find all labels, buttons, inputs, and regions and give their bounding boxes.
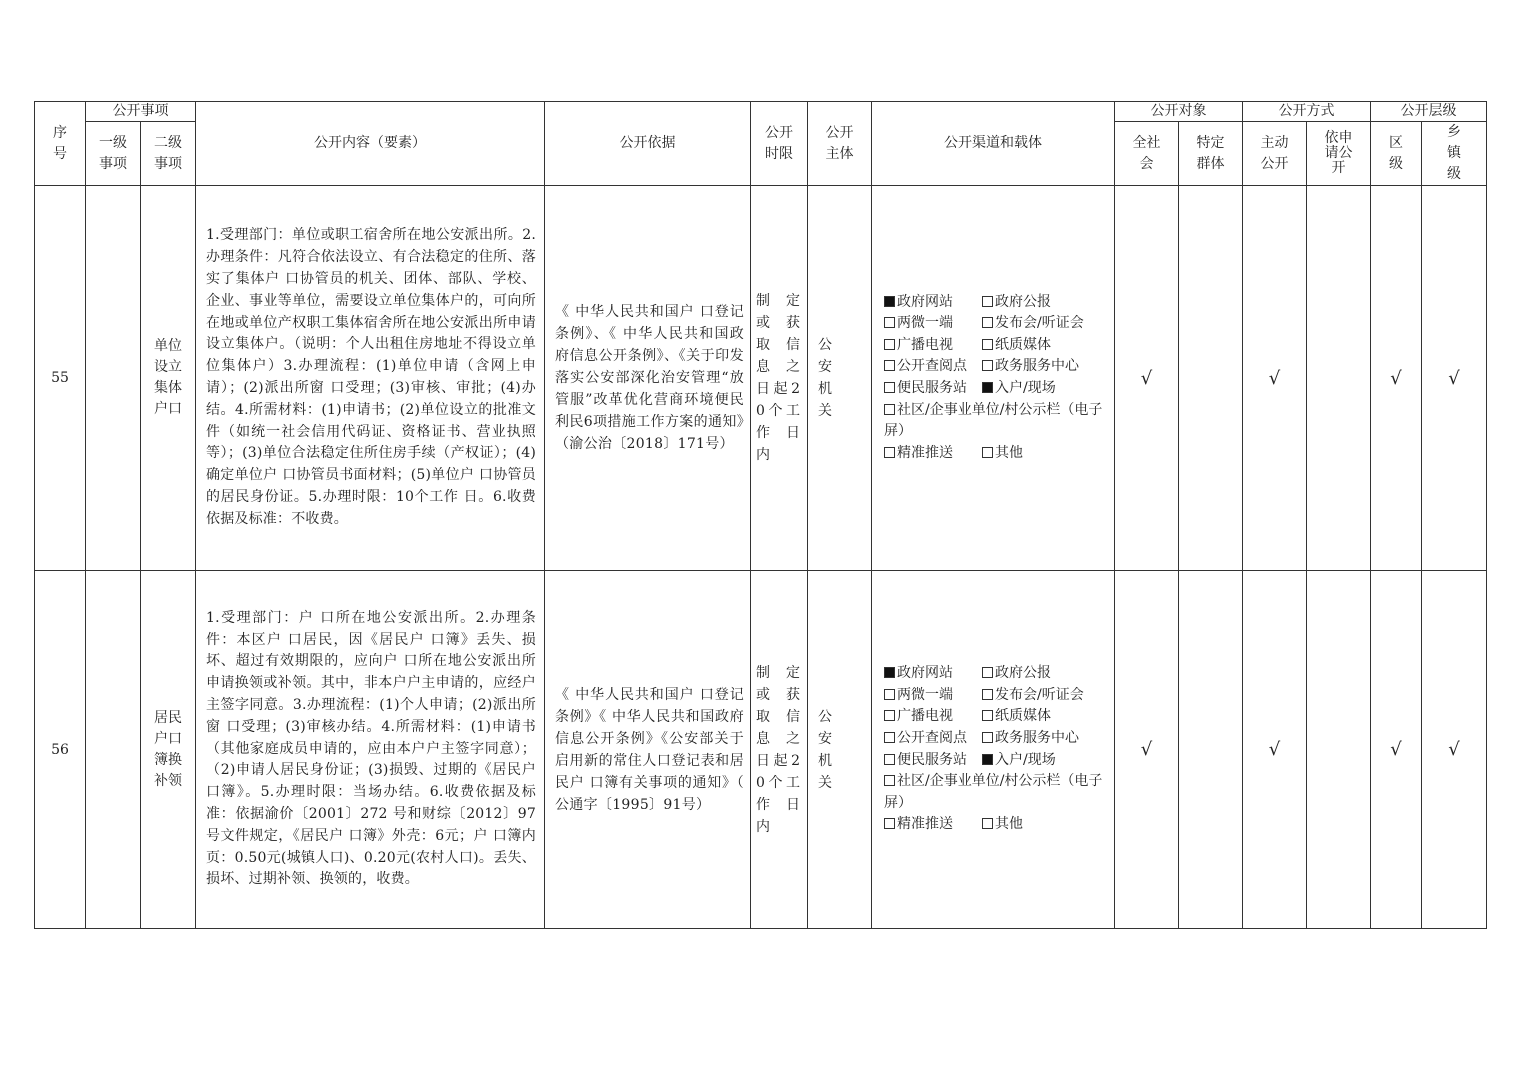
row-active: √: [1243, 571, 1307, 929]
unchecked-box-icon: [884, 732, 895, 743]
channel-label: 政府公报: [995, 665, 1051, 682]
row-channels: [872, 186, 1115, 571]
header-level1: 一级事项: [86, 122, 141, 186]
channel-label: 广播电视: [897, 708, 953, 725]
row-level1: [86, 571, 141, 929]
channel-label: 入户/现场: [995, 380, 1056, 396]
row-level2: 单位设立集体户口: [141, 186, 196, 571]
channel-label: 社区/企事业单位/村公示栏（电子屏）: [884, 773, 1103, 811]
header-target-group: 公开对象: [1115, 102, 1243, 122]
header-seq: 序号: [35, 102, 86, 186]
channel-label: 精准推送: [897, 444, 953, 461]
header-active: 主动公开: [1243, 122, 1307, 186]
row-specific-group: [1179, 571, 1243, 929]
header-level-group: 公开层级: [1371, 102, 1487, 122]
header-time-limit: 公开时限: [751, 102, 808, 186]
unchecked-box-icon: [982, 689, 993, 700]
row-on-request: [1307, 571, 1371, 929]
unchecked-box-icon: [884, 360, 895, 371]
row-content: 1.受理部门：单位或职工宿舍所在地公安派出所。2.办理条件：凡符合依法设立、有合法稳定的住所、落实了集体户 口协管员的机关、团体、部队、学校、企业、事业等单位，需要设立单位集体户的，可向所在地或单位产权职工集体宿舍所在地公安派出所申请设立集体户。（说明：个人出租住房地址不得设立单位集体户）3.办理流程：(1)单位申请（含网上申请）；(2)派出所窗 口受理；(3)审核、审批；(4)办结。4.所需材料：(1)申请书；(2)单位设立的批准文件（如统一社会信用代码证、资格证书、营业执照等）；(3)单位合法稳定住所住房手续（产权证）；(4)确定单位户 口协管员书面材料；(5)单位户 口协管员的居民身份证。5.办理时限：10个工作 日。6.收费依据及标准：不收费。: [196, 186, 545, 571]
checked-box-icon: [982, 382, 993, 393]
unchecked-box-icon: [982, 339, 993, 350]
header-channels: 公开渠道和载体: [872, 102, 1115, 186]
unchecked-box-icon: [884, 689, 895, 700]
channel-label: 两微一端: [897, 315, 953, 332]
unchecked-box-icon: [982, 296, 993, 307]
unchecked-box-icon: [884, 339, 895, 350]
unchecked-box-icon: [884, 818, 895, 829]
row-on-request: [1307, 186, 1371, 571]
unchecked-box-icon: [982, 360, 993, 371]
table-row: [35, 571, 1487, 929]
checked-box-icon: [982, 754, 993, 765]
channel-label: 发布会/听证会: [995, 315, 1084, 332]
checked-box-icon: [884, 667, 895, 678]
channel-label: 公开查阅点: [897, 729, 967, 746]
row-basis: 《 中华人民共和国户 口登记条例》《 中华人民共和国政府信息公开条例》《公安部关于启用新的常住人口登记表和居民户 口簿有关事项的通知》（ 公通字〔1995〕91号）: [545, 571, 751, 929]
row-basis: 《 中华人民共和国户 口登记条例》、《 中华人民共和国政府信息公开条例》、《关于印发落实公安部深化治安管理“放管服”改革优化营商环境便民利民6项措施工作方案的通知》（渝公治〔2018〕171号）: [545, 186, 751, 571]
row-subject: 公安机关: [808, 186, 872, 571]
row-all-society: √: [1115, 186, 1179, 571]
row-specific-group: [1179, 186, 1243, 571]
channel-label: 其他: [995, 816, 1023, 833]
disclosure-table: [34, 101, 1487, 929]
row-time-limit: 制定或获取信息之日起20个工作日内: [751, 571, 808, 929]
unchecked-box-icon: [884, 317, 895, 328]
header-row-1: [35, 102, 1487, 122]
row-level2: 居民户口簿换补领: [141, 571, 196, 929]
unchecked-box-icon: [982, 317, 993, 328]
row-township: √: [1422, 186, 1487, 571]
channel-label: 精准推送: [897, 816, 953, 833]
header-district: 区级: [1371, 122, 1422, 186]
row-district: √: [1371, 571, 1422, 929]
unchecked-box-icon: [982, 667, 993, 678]
unchecked-box-icon: [884, 775, 895, 786]
header-subject: 公开主体: [808, 102, 872, 186]
channel-label: 纸质媒体: [995, 708, 1051, 725]
channel-label: 便民服务站: [897, 751, 967, 768]
header-items-group: 公开事项: [86, 102, 196, 122]
unchecked-box-icon: [982, 447, 993, 458]
header-level2: 二级事项: [141, 122, 196, 186]
unchecked-box-icon: [884, 710, 895, 721]
unchecked-box-icon: [884, 447, 895, 458]
header-all-society: 全社会: [1115, 122, 1179, 186]
channel-label: 便民服务站: [897, 380, 967, 396]
header-basis: 公开依据: [545, 102, 751, 186]
row-active: √: [1243, 186, 1307, 571]
channel-label: 发布会/听证会: [995, 686, 1084, 703]
unchecked-box-icon: [884, 382, 895, 393]
header-on-request: 依申请公开: [1307, 122, 1371, 186]
row-content: 1.受理部门：户 口所在地公安派出所。2.办理条件：本区户 口居民，因《居民户 口簿》丢失、损坏、超过有效期限的，应向户 口所在地公安派出所申请换领或补领。其中，非本户户主申请的，应经户主签字同意。3.办理流程：(1)个人申请；(2)派出所窗 口受理；(3)审核办结。4.所需材料：(1)申请书（其他家庭成员申请的，应由本户户主签字同意）；（2)申请人居民身份证；(3)损毁、过期的《居民户 口簿》。5.办理时限：当场办结。6.收费依据及标准：依据渝价〔2001〕272 号和财综〔2012〕97号文件规定，《居民户 口簿》外壳：6元；户 口簿内页：0.50元(城镇人口)、0.20元(农村人口)。丢失、损坏、过期补领、换领的，收费。: [196, 571, 545, 929]
row-seq: 55: [35, 186, 86, 571]
channel-label: 两微一端: [897, 686, 953, 703]
row-district: √: [1371, 186, 1422, 571]
channel-label: 广播电视: [897, 336, 953, 353]
row-township: √: [1422, 571, 1487, 929]
unchecked-box-icon: [884, 404, 895, 415]
row-time-limit: 制定或获取信息之日起20个工作日内: [751, 186, 808, 571]
unchecked-box-icon: [982, 710, 993, 721]
row-all-society: √: [1115, 571, 1179, 929]
channel-label: 公开查阅点: [897, 358, 967, 375]
channel-label: 入户/现场: [995, 751, 1056, 768]
channel-label: 政府网站: [897, 665, 953, 682]
unchecked-box-icon: [982, 732, 993, 743]
header-method-group: 公开方式: [1243, 102, 1371, 122]
header-content: 公开内容（要素）: [196, 102, 545, 186]
header-township: 乡镇级: [1422, 122, 1487, 186]
checked-box-icon: [884, 296, 895, 307]
channel-label: 政府公报: [995, 293, 1051, 310]
channel-label: 纸质媒体: [995, 336, 1051, 353]
table-row: [35, 186, 1487, 571]
channel-label: 政务服务中心: [995, 729, 1079, 746]
unchecked-box-icon: [982, 818, 993, 829]
channel-label: 其他: [995, 444, 1023, 461]
channel-label: 社区/企事业单位/村公示栏（电子屏）: [884, 401, 1103, 440]
channel-label: 政务服务中心: [995, 358, 1079, 375]
row-channels: [872, 571, 1115, 929]
row-level1: [86, 186, 141, 571]
row-subject: 公安机关: [808, 571, 872, 929]
unchecked-box-icon: [884, 754, 895, 765]
header-specific-group: 特定群体: [1179, 122, 1243, 186]
channel-label: 政府网站: [897, 293, 953, 310]
row-seq: 56: [35, 571, 86, 929]
